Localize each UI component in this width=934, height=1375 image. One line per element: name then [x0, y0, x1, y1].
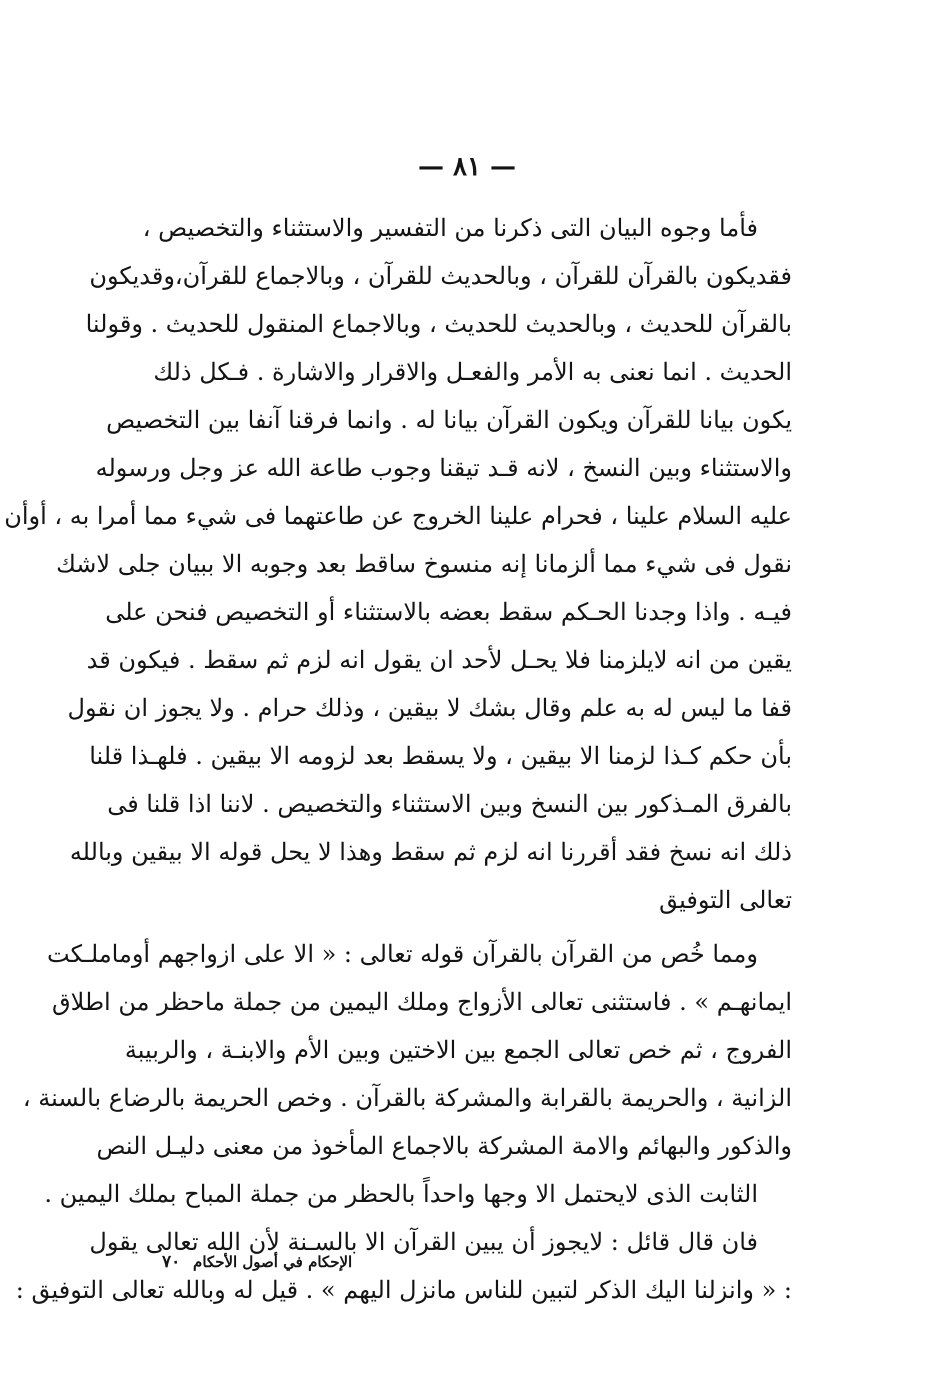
footer-signature [162, 1252, 462, 1272]
text-line: ايمانهـم » . فاستثنى تعالى الأزواج وملك اليمين من جملة ماحظر من اطلاق [52, 988, 792, 1016]
text-line: فان قال قائل : لايجوز أن يبين القرآن الا بالسـنة لأن الله تعالى يقول [89, 1228, 758, 1256]
text-line: بالقرآن للحديث ، وبالحديث للحديث ، وبالاجماع المنقول للحديث . وقولنا [85, 310, 792, 338]
text-line: فأما وجوه البيان التى ذكرنا من التفسير والاستثناء والتخصيص ، [142, 214, 758, 242]
text-line: الفروج ، ثم خص تعالى الجمع بين الاختين وبين الأم والابنـة ، والربيبة [124, 1036, 792, 1064]
text-line: تعالى التوفيق [659, 886, 792, 914]
text-line: عليه السلام علينا ، فحرام علينا الخروج عن طاعتهما فى شيء مما أمرا به ، أوأن [4, 502, 792, 530]
page-number: — ٨١ — [417, 152, 517, 182]
text-line: قفا ما ليس له به علم وقال بشك لا بيقين ، وذلك حرام . ولا يجوز ان نقول [67, 694, 792, 722]
signature-mark: ٧٠ [162, 1252, 181, 1272]
text-line: ذلك انه نسخ فقد أقررنا انه لزم ثم سقط وهذا لا يحل قوله الا بيقين وبالله [69, 838, 792, 866]
book-title-signature: الإحكام في أصول الأحكام [193, 1253, 353, 1271]
text-line: : « وانزلنا اليك الذكر لتبين للناس مانزل اليهم » . قيل له وبالله تعالى التوفيق : [15, 1276, 792, 1304]
text-line: بالفرق المـذكور بين النسخ وبين الاستثناء والتخصيص . لاننا اذا قلنا فى [107, 790, 792, 818]
text-line: فقديكون بالقرآن للقرآن ، وبالحديث للقرآن ، وبالاجماع للقرآن،وقديكون [89, 262, 792, 290]
body-text [4, 204, 792, 1314]
text-line: الثابت الذى لايحتمل الا وجها واحداً بالحظر من جملة المباح بملك اليمين . [44, 1180, 758, 1208]
text-line: نقول فى شيء مما ألزمانا إنه منسوخ ساقط بعد وجوبه الا ببيان جلى لاشك [56, 550, 792, 578]
text-line: بأن حكم كـذا لزمنا الا بيقين ، ولا يسقط بعد لزومه الا بيقين . فلهـذا قلنا [89, 742, 792, 770]
text-line: الزانية ، والحريمة بالقرابة والمشركة بالقرآن . وخص الحريمة بالرضاع بالسنة ، [22, 1084, 792, 1112]
text-line: والذكور والبهائم والامة المشركة بالاجماع المأخوذ من معنى دليـل النص [96, 1132, 792, 1160]
text-line: الحديث . انما نعنى به الأمر والفعـل والاقرار والاشارة . فـكل ذلك [153, 358, 792, 386]
text-line: والاستثناء وبين النسخ ، لانه قـد تيقنا وجوب طاعة الله عز وجل ورسوله [95, 454, 792, 482]
text-line: ومما خُص من القرآن بالقرآن قوله تعالى : « الا على ازواجهم أوماملـكت [47, 940, 758, 968]
text-line: يكون بيانا للقرآن ويكون القرآن بيانا له . وانما فرقنا آنفا بين التخصيص [106, 406, 792, 434]
text-line: يقين من انه لايلزمنا فلا يحـل لأحد ان يقول انه لزم ثم سقط . فيكون قد [86, 646, 792, 674]
text-line: فيـه . واذا وجدنا الحـكم سقط بعضه بالاستثناء أو التخصيص فنحن على [105, 598, 792, 626]
